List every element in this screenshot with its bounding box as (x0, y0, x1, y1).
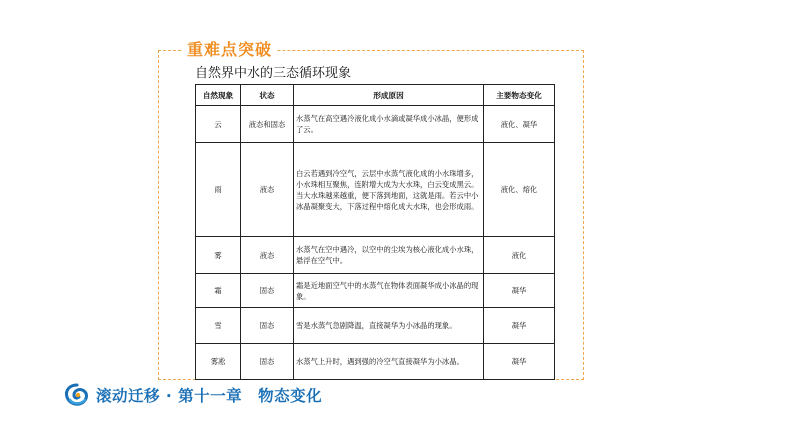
change-cell: 凝华 (484, 308, 555, 344)
change-cell: 凝华 (484, 274, 555, 308)
water-cycle-table (195, 84, 555, 380)
phenomenon-cell: 雨 (196, 143, 241, 237)
table-row (196, 237, 555, 274)
change-cell: 凝华 (484, 344, 555, 380)
state-cell: 液态 (241, 237, 294, 274)
swirl-logo-icon (64, 383, 90, 407)
phenomenon-cell: 霜 (196, 274, 241, 308)
phenomenon-cell: 云 (196, 106, 241, 143)
table-title: 自然界中水的三态循环现象 (195, 66, 352, 81)
table-row (196, 308, 555, 344)
table-row (196, 106, 555, 143)
section-heading: 重难点突破 (183, 40, 276, 60)
table-row (196, 143, 555, 237)
footer-title: 滚动迁移 · 第十一章 物态变化 (96, 387, 323, 405)
state-cell: 固态 (241, 344, 294, 380)
cause-cell: 水蒸气上升时，遇到强的冷空气直接凝华为小冰晶。 (294, 344, 484, 380)
table-row (196, 274, 555, 308)
footer-banner (64, 383, 322, 407)
state-cell: 液态 (241, 143, 294, 237)
state-cell: 液态和固态 (241, 106, 294, 143)
column-header-phenomenon: 自然现象 (196, 85, 241, 106)
cause-cell: 水蒸气在空中遇冷，以空中的尘埃为核心液化成小水珠，悬浮在空气中。 (294, 237, 484, 274)
phenomenon-cell: 雾凇 (196, 344, 241, 380)
change-cell: 液化、凝华 (484, 106, 555, 143)
state-cell: 固态 (241, 274, 294, 308)
column-header-state: 状态 (241, 85, 294, 106)
state-cell: 固态 (241, 308, 294, 344)
column-header-cause: 形成原因 (294, 85, 484, 106)
phenomenon-cell: 雾 (196, 237, 241, 274)
change-cell: 液化、熔化 (484, 143, 555, 237)
table-header-row (196, 85, 555, 106)
cause-cell: 霜是近地面空气中的水蒸气在物体表面凝华成小冰晶的现象。 (294, 274, 484, 308)
cause-cell: 雪是水蒸气急剧降温，直接凝华为小冰晶的现象。 (294, 308, 484, 344)
cause-cell: 水蒸气在高空遇冷液化成小水滴或凝华成小冰晶，便形成了云。 (294, 106, 484, 143)
column-header-change: 主要物态变化 (484, 85, 555, 106)
change-cell: 液化 (484, 237, 555, 274)
phenomenon-cell: 雪 (196, 308, 241, 344)
table-row (196, 344, 555, 380)
cause-cell: 白云若遇到冷空气，云层中水蒸气液化成的小水珠增多，小水珠相互聚焦，连附增大成为大水珠，白云变成黑云。当大水珠越来越重，便下落到地面，这就是雨。若云中小冰晶凝聚变大，下落过程中熔化成大水珠，也会形成雨。 (294, 143, 484, 237)
